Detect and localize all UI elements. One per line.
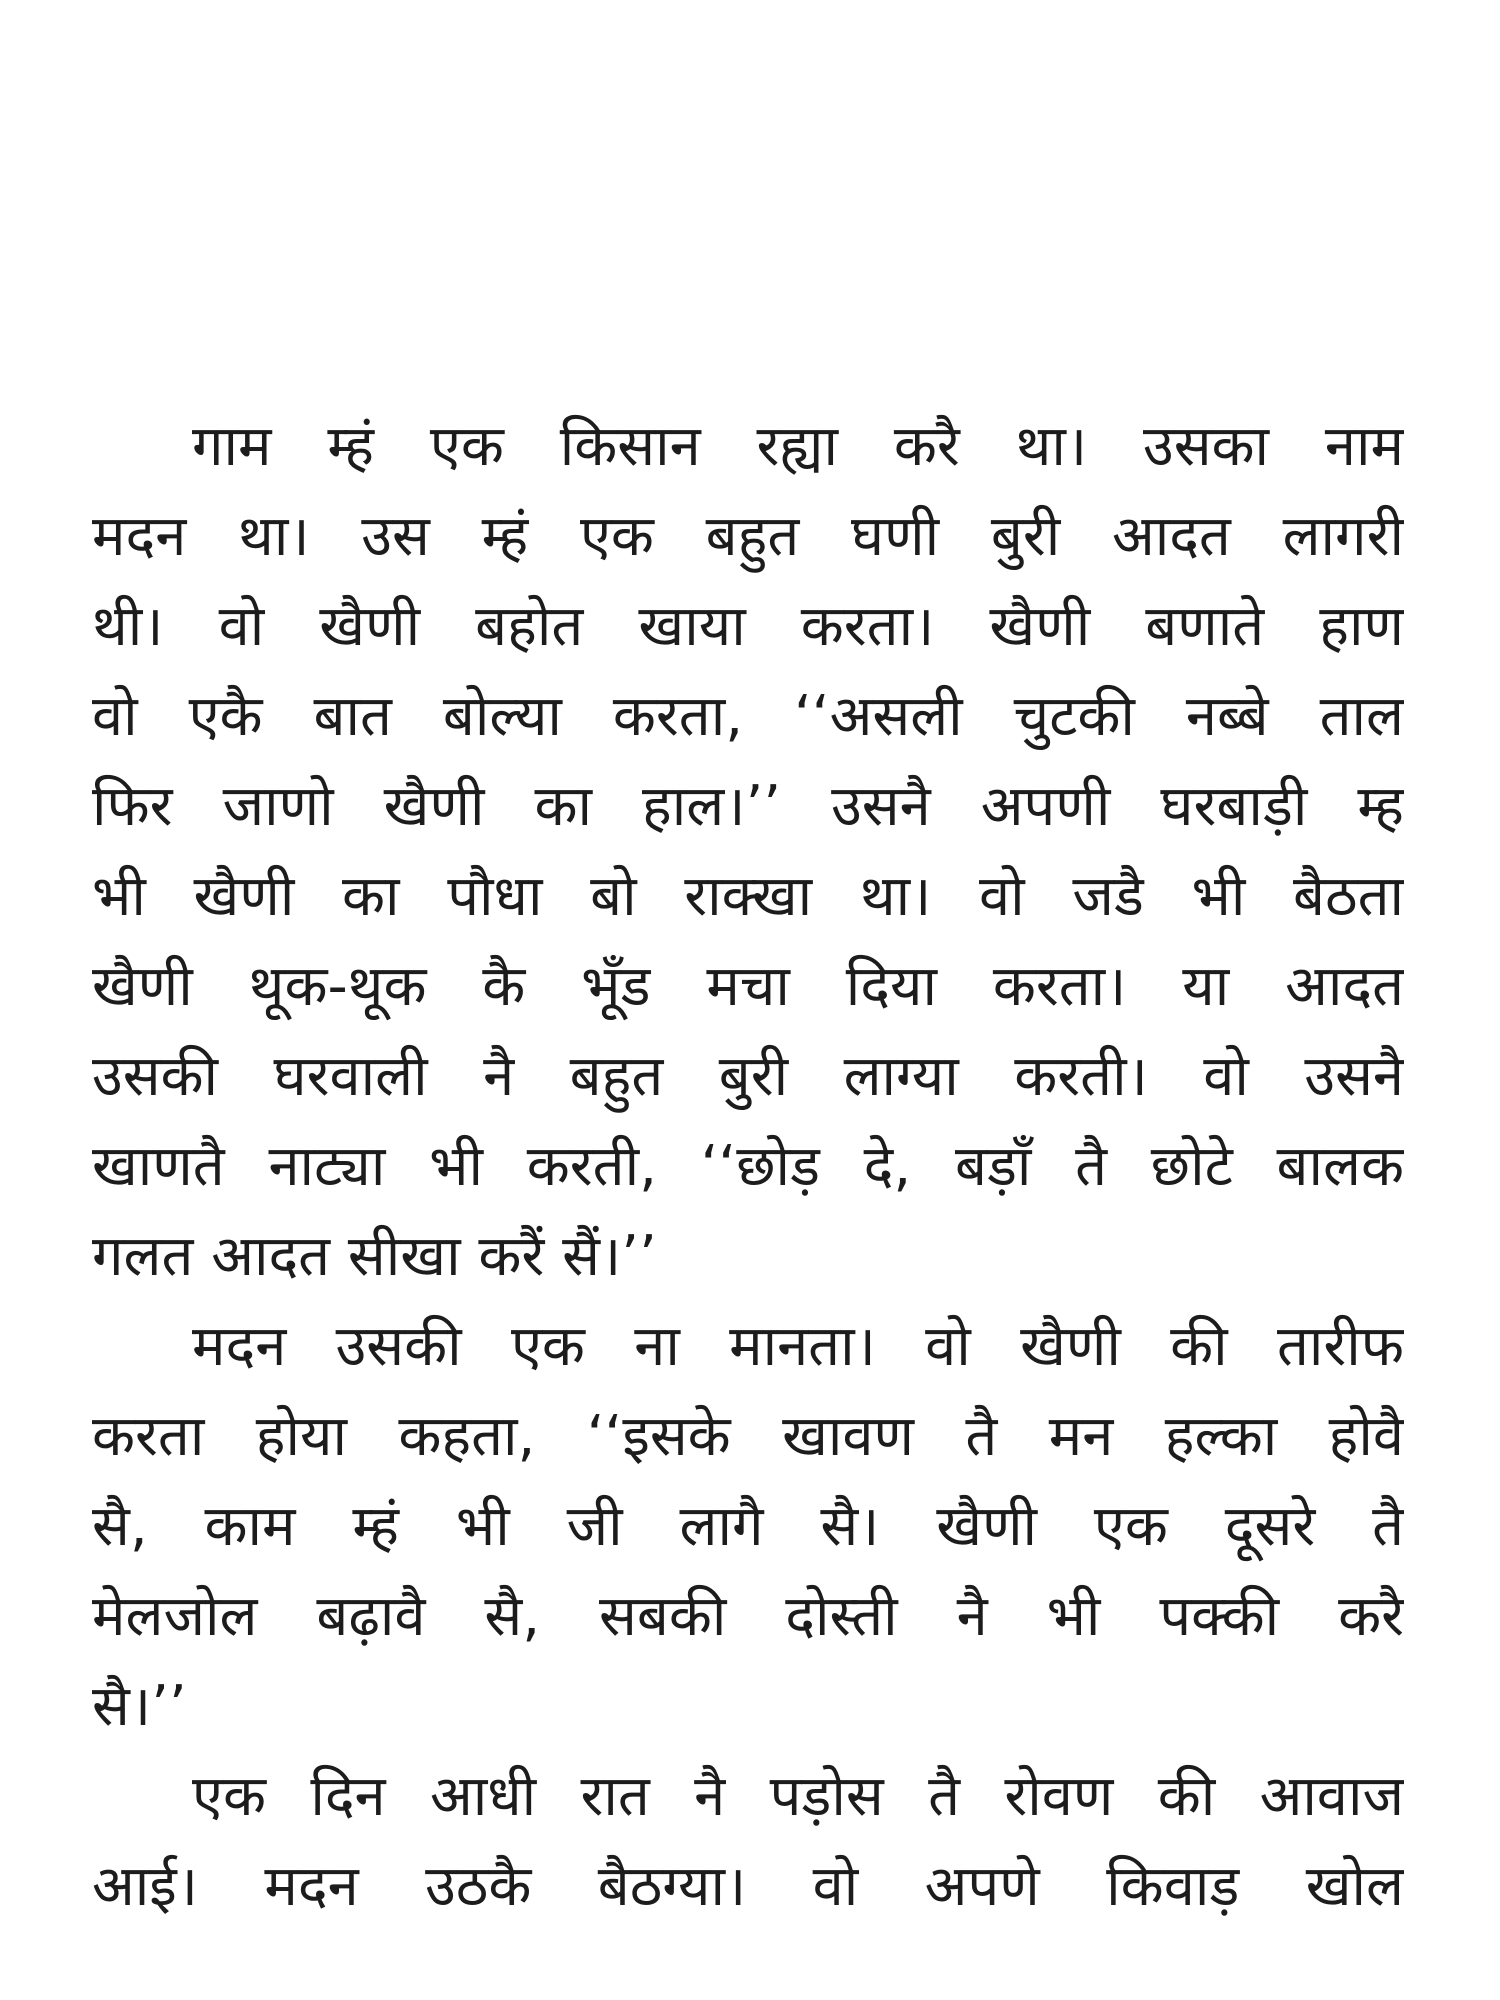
text-line-2: मदन था। उस म्हं एक बहुत घणी बुरी आदत लागरी — [92, 504, 1404, 569]
text-line-15: सै।’’ — [92, 1674, 187, 1739]
text-line-16: एक दिन आधी रात नै पड़ोस तै रोवण की आवाज — [192, 1764, 1404, 1829]
text-line-12: करता होया कहता, ‘‘इसके खावण तै मन हल्का होवै — [92, 1404, 1404, 1469]
text-line-7: खैणी थूक-थूक कै भूँड मचा दिया करता। या आदत — [92, 954, 1404, 1019]
text-line-9: खाणतै नाट्या भी करती, ‘‘छोड़ दे, बड़ाँ तै छोटे बालक — [92, 1134, 1404, 1199]
text-line-3: थी। वो खैणी बहोत खाया करता। खैणी बणाते हाण — [92, 594, 1404, 659]
text-line-6: भी खैणी का पौधा बो राक्खा था। वो जडै भी बैठता — [92, 864, 1404, 929]
text-line-14: मेलजोल बढ़ावै सै, सबकी दोस्ती नै भी पक्की करै — [92, 1584, 1404, 1649]
text-line-13: सै, काम म्हं भी जी लागै सै। खैणी एक दूसरे तै — [92, 1494, 1404, 1559]
text-line-17: आई। मदन उठकै बैठग्या। वो अपणे किवाड़ खोल — [92, 1854, 1404, 1919]
text-line-8: उसकी घरवाली नै बहुत बुरी लाग्या करती। वो उसनै — [92, 1044, 1404, 1109]
text-line-10: गलत आदत सीखा करैं सैं।’’ — [92, 1224, 657, 1289]
text-line-1: गाम म्हं एक किसान रह्या करै था। उसका नाम — [192, 414, 1404, 479]
text-line-11: मदन उसकी एक ना मानता। वो खैणी की तारीफ — [192, 1314, 1404, 1379]
text-line-5: फिर जाणो खैणी का हाल।’’ उसनै अपणी घरबाड़ी म्ह — [92, 774, 1404, 839]
text-line-4: वो एकै बात बोल्या करता, ‘‘असली चुटकी नब्बे ताल — [92, 684, 1404, 749]
story-text — [92, 402, 1404, 1932]
